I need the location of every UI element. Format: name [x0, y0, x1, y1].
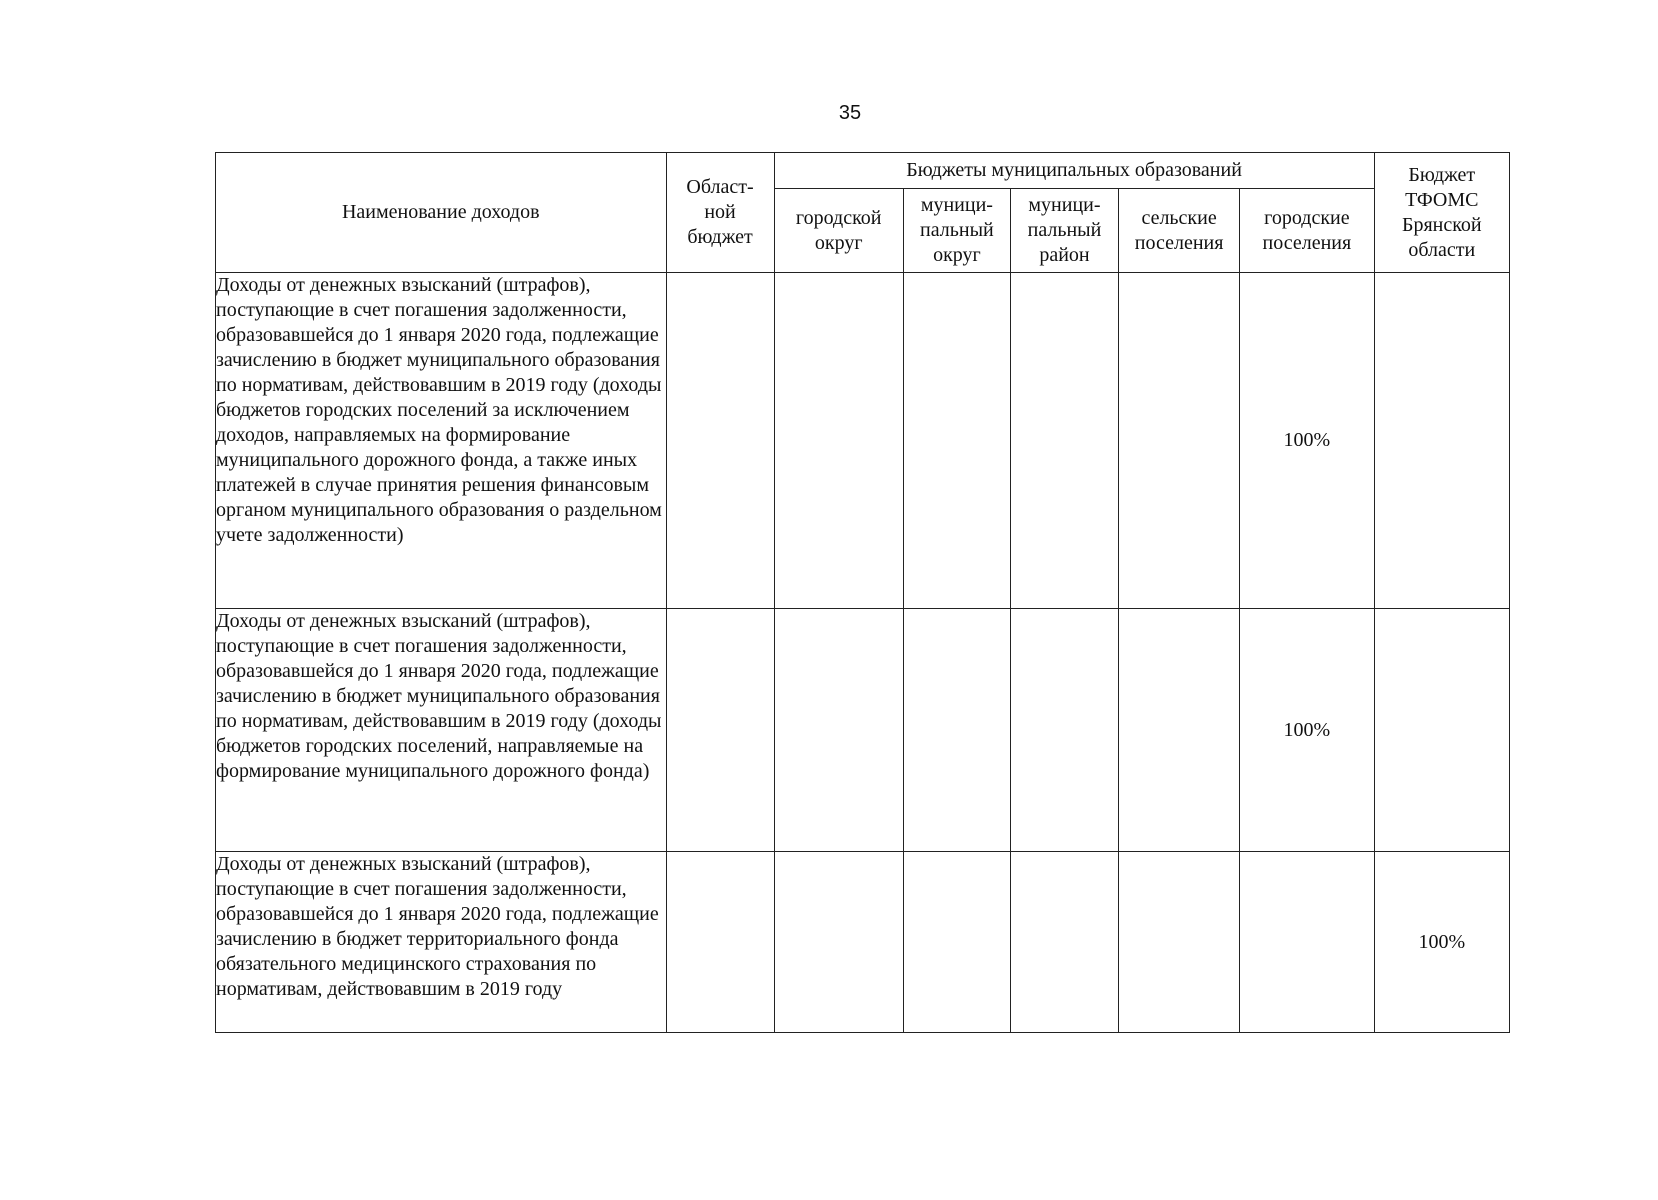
rural-settlements-cell	[1119, 852, 1240, 1033]
tfoms-cell	[1374, 273, 1509, 609]
municipal-area-cell	[1010, 609, 1118, 852]
rural-settlements-cell	[1119, 609, 1240, 852]
header-rural-settlements: сельские поселения	[1119, 189, 1240, 273]
header-regional-budget: Област- ной бюджет	[666, 153, 774, 273]
header-tfoms-budget: Бюджет ТФОМС Брянской области	[1374, 153, 1509, 273]
urban-settlements-cell	[1240, 852, 1374, 1033]
table-row	[216, 273, 1510, 609]
regional-cell	[666, 852, 774, 1033]
regional-cell	[666, 609, 774, 852]
revenue-name-cell: Доходы от денежных взысканий (штрафов), поступающие в счет погашения задолженности, образовавшейся до 1 января 2020 года, подлежащие зачислению в бюджет муниципального образования по нормативам, действовавшим в 2019 году (доходы бюджетов городских поселений, направляемые на формирование муниципального дорожного фонда)	[216, 609, 667, 852]
municipal-district-cell	[903, 609, 1010, 852]
table-row	[216, 852, 1510, 1033]
header-municipal-area: муници- пальный район	[1010, 189, 1118, 273]
municipal-area-cell	[1010, 273, 1118, 609]
table-row	[216, 609, 1510, 852]
revenue-name-cell: Доходы от денежных взысканий (штрафов), поступающие в счет погашения задолженности, образовавшейся до 1 января 2020 года, подлежащие зачислению в бюджет муниципального образования по нормативам, действовавшим в 2019 году (доходы бюджетов городских поселений за исключением доходов, направляемых на формирование муниципального дорожного фонда, а также иных платежей в случае принятия решения финансовым органом муниципального образования о раздельном учете задолженности)	[216, 273, 667, 609]
urban-settlements-cell: 100%	[1240, 609, 1374, 852]
header-municipal-budgets: Бюджеты муниципальных образований	[774, 153, 1374, 189]
urban-district-cell	[774, 609, 903, 852]
urban-settlements-cell: 100%	[1240, 273, 1374, 609]
municipal-district-cell	[903, 852, 1010, 1033]
header-urban-settlements: городские поселения	[1240, 189, 1374, 273]
urban-district-cell	[774, 852, 903, 1033]
header-municipal-district: муници- пальный округ	[903, 189, 1010, 273]
municipal-district-cell	[903, 273, 1010, 609]
urban-district-cell	[774, 273, 903, 609]
tfoms-cell	[1374, 609, 1509, 852]
header-urban-district: городской округ	[774, 189, 903, 273]
rural-settlements-cell	[1119, 273, 1240, 609]
revenue-distribution-table	[215, 152, 1510, 1033]
page-number: 35	[838, 102, 862, 124]
tfoms-cell: 100%	[1374, 852, 1509, 1033]
municipal-area-cell	[1010, 852, 1118, 1033]
header-revenue-name: Наименование доходов	[216, 153, 667, 273]
revenue-name-cell: Доходы от денежных взысканий (штрафов), поступающие в счет погашения задолженности, образовавшейся до 1 января 2020 года, подлежащие зачислению в бюджет территориального фонда обязательного медицинского страхования по нормативам, действовавшим в 2019 году	[216, 852, 667, 1033]
regional-cell	[666, 273, 774, 609]
